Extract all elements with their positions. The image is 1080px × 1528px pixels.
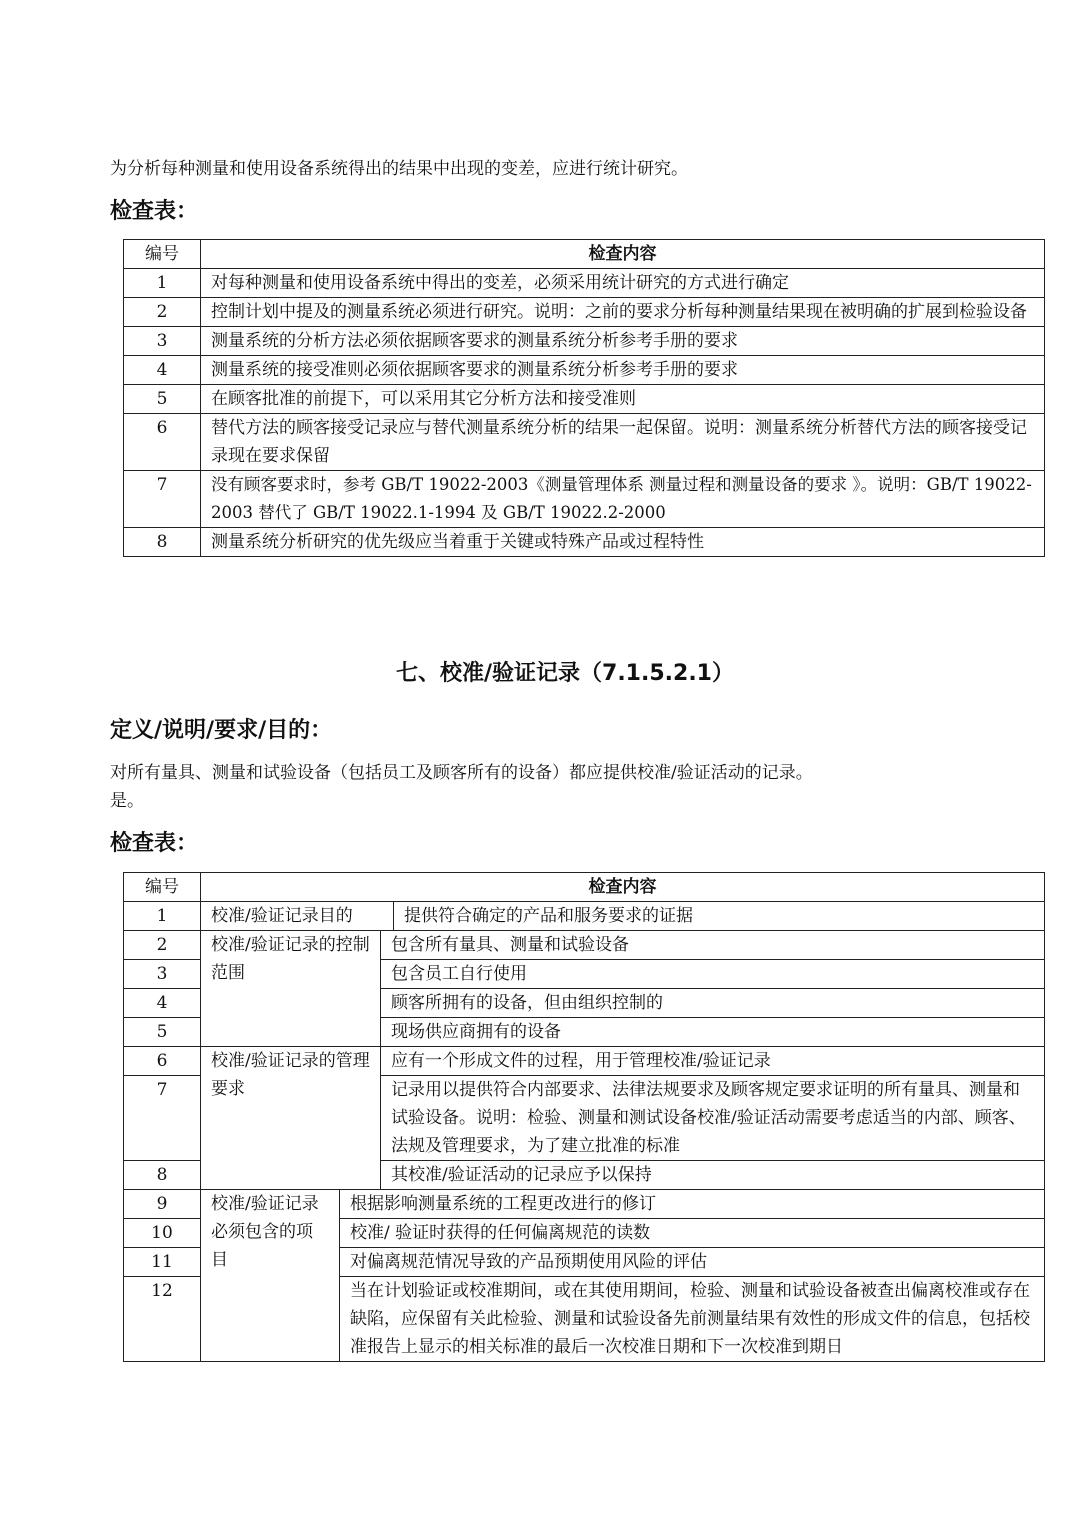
row-number: 11 <box>124 1248 201 1277</box>
row-number: 7 <box>124 1076 201 1161</box>
table-row <box>124 471 1045 528</box>
row-number: 4 <box>124 989 201 1018</box>
definition-text-2: 是。 <box>110 791 144 811</box>
row-content: 控制计划中提及的测量系统必须进行研究。说明：之前的要求分析每种测量结果现在被明确的扩展到检验设备 <box>201 298 1045 327</box>
row-content: 对偏离规范情况导致的产品预期使用风险的评估 <box>340 1248 1045 1277</box>
section-title: 七、校准/验证记录（7.1.5.2.1） <box>395 661 734 686</box>
column-header-content: 检查内容 <box>201 873 1045 902</box>
table-header-row <box>124 873 1045 902</box>
row-number: 8 <box>124 528 201 557</box>
row-number: 5 <box>124 1018 201 1047</box>
table-row <box>124 327 1045 356</box>
table-row <box>124 298 1045 327</box>
row-content: 包含员工自行使用 <box>381 960 1045 989</box>
row-number: 5 <box>124 385 201 414</box>
row-number: 7 <box>124 471 201 528</box>
row-content: 其校准/验证活动的记录应予以保持 <box>381 1161 1045 1190</box>
definition-heading: 定义/说明/要求/目的： <box>110 718 333 743</box>
table-header-row <box>124 240 1045 269</box>
row-number: 6 <box>124 1047 201 1076</box>
row-content: 测量系统的接受准则必须依据顾客要求的测量系统分析参考手册的要求 <box>201 356 1045 385</box>
table-row <box>124 269 1045 298</box>
row-number: 4 <box>124 356 201 385</box>
table-row <box>124 528 1045 557</box>
row-number: 3 <box>124 327 201 356</box>
row-number: 2 <box>124 298 201 327</box>
intro-paragraph: 为分析每种测量和使用设备系统得出的结果中出现的变差，应进行统计研究。 <box>110 159 688 179</box>
column-header-content: 检查内容 <box>201 240 1045 269</box>
group-label-purpose: 校准/验证记录目的 <box>201 902 394 931</box>
table-row <box>124 356 1045 385</box>
row-content: 记录用以提供符合内部要求、法律法规要求及顾客规定要求证明的所有量具、测量和试验设备。说明：检验、测量和测试设备校准/验证活动需要考虑适当的内部、顾客、法规及管理要求，为了建立批准的标准 <box>381 1076 1045 1161</box>
checklist-table-2 <box>123 872 1045 1362</box>
row-content: 校准/ 验证时获得的任何偏离规范的读数 <box>340 1219 1045 1248</box>
row-content: 包含所有量具、测量和试验设备 <box>381 931 1045 960</box>
row-number: 8 <box>124 1161 201 1190</box>
row-number: 2 <box>124 931 201 960</box>
row-content: 应有一个形成文件的过程，用于管理校准/验证记录 <box>381 1047 1045 1076</box>
table-row <box>124 902 1045 931</box>
row-content: 在顾客批准的前提下，可以采用其它分析方法和接受准则 <box>201 385 1045 414</box>
checklist-heading: 检查表： <box>110 199 199 224</box>
row-content: 根据影响测量系统的工程更改进行的修订 <box>340 1190 1045 1219</box>
table-row <box>124 931 1045 960</box>
checklist-heading-2: 检查表： <box>110 831 199 856</box>
row-number: 1 <box>124 902 201 931</box>
group-label-items: 校准/验证记录必须包含的项目 <box>201 1190 340 1362</box>
row-content: 测量系统的分析方法必须依据顾客要求的测量系统分析参考手册的要求 <box>201 327 1045 356</box>
group-label-management: 校准/验证记录的管理要求 <box>201 1047 381 1190</box>
row-content: 替代方法的顾客接受记录应与替代测量系统分析的结果一起保留。说明：测量系统分析替代方法的顾客接受记录现在要求保留 <box>201 414 1045 471</box>
group-label-scope: 校准/验证记录的控制范围 <box>201 931 381 1047</box>
column-header-number: 编号 <box>124 240 201 269</box>
row-number: 12 <box>124 1277 201 1362</box>
row-content: 现场供应商拥有的设备 <box>381 1018 1045 1047</box>
row-content: 测量系统分析研究的优先级应当着重于关键或特殊产品或过程特性 <box>201 528 1045 557</box>
row-number: 10 <box>124 1219 201 1248</box>
table-row <box>124 1190 1045 1219</box>
row-content: 顾客所拥有的设备，但由组织控制的 <box>381 989 1045 1018</box>
row-number: 9 <box>124 1190 201 1219</box>
row-content: 对每种测量和使用设备系统中得出的变差，必须采用统计研究的方式进行确定 <box>201 269 1045 298</box>
row-content: 没有顾客要求时，参考 GB/T 19022-2003《测量管理体系 测量过程和测量设备的要求 》。说明：GB/T 19022-2003 替代了 GB/T 19022.1-1994 及 GB/T 19022.2-2000 <box>201 471 1045 528</box>
row-content: 提供符合确定的产品和服务要求的证据 <box>394 902 1045 931</box>
table-row <box>124 385 1045 414</box>
table-row <box>124 414 1045 471</box>
table-row <box>124 1047 1045 1076</box>
row-number: 3 <box>124 960 201 989</box>
column-header-number: 编号 <box>124 873 201 902</box>
row-number: 6 <box>124 414 201 471</box>
row-number: 1 <box>124 269 201 298</box>
checklist-table-1 <box>123 239 1045 557</box>
definition-text: 对所有量具、测量和试验设备（包括员工及顾客所有的设备）都应提供校准/验证活动的记录。 <box>110 763 813 783</box>
row-content: 当在计划验证或校准期间，或在其使用期间，检验、测量和试验设备被查出偏离校准或存在缺陷，应保留有关此检验、测量和试验设备先前测量结果有效性的形成文件的信息，包括校准报告上显示的相关标准的最后一次校准日期和下一次校准到期日 <box>340 1277 1045 1362</box>
